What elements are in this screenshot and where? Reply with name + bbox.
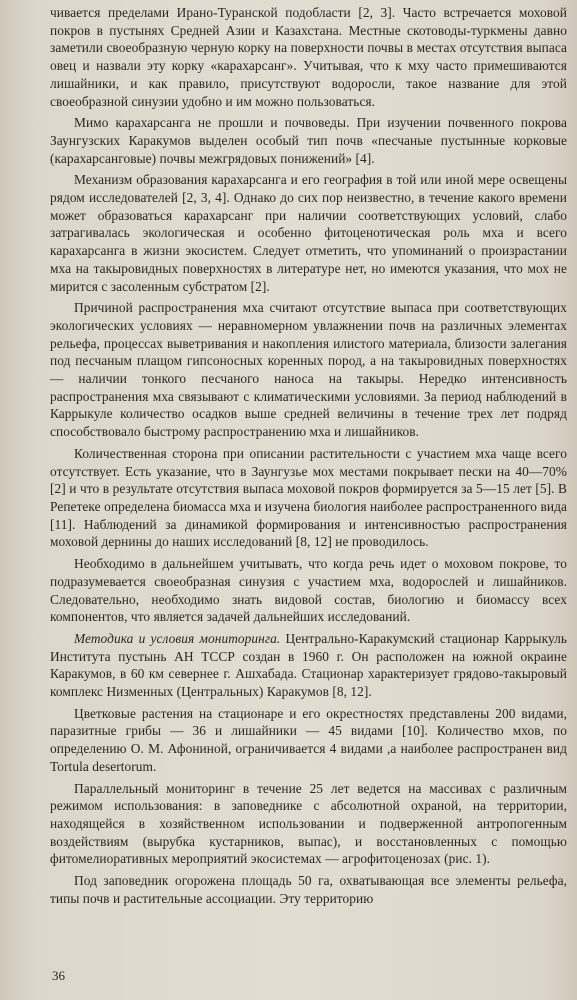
paragraph-7-text: Центрально-Каракумский стационар Каррыкуль Института пустынь АН ТССР создан в 1960 г. Он расположен на южной окраине Каракумов, в 60 км севернее г. Ашхабада. Стационар характеризует грядово-такыровый комплекс Низменных (Центральных) Каракумов [8, 12]. bbox=[50, 630, 567, 700]
paragraph-8: Цветковые растения на стационаре и его окрестностях представлены 200 видами, паразитные грибы — 36 и лишайники — 45 видами [10]. Количество мхов, по определению О. М. Афониной, ограничивается 4 видами ,а наиболее распространен вид Tortula desertorum. bbox=[50, 705, 567, 774]
body-text bbox=[50, 4, 567, 907]
paragraph-9: Параллельный мониторинг в течение 25 лет ведется на массивах с различным режимом использования: в заповеднике с абсолютной охраной, на территории, находящейся в хозяйственном использовании и подверженной антропогенным воздействиям (вырубка кустарников, выпас), и восстановленных с помощью фитомелиоративных мероприятий экосистемах — агрофитоценозах (рис. 1). bbox=[50, 780, 567, 867]
paragraph-5: Количественная сторона при описании растительности с участием мха чаще всего отсутствует. Есть указание, что в Заунгузье мох местами покрывает пески на 40—70% [2] и что в результате отсутствия выпаса моховой покров формируется за 5—15 лет [5]. В Репетеке определена биомасса мха и изучена биология наиболее распространенного вида [11]. Наблюдений за динамикой формирования и интенсивностью распространения моховой дернины до наших исследований [8, 12] не проводилось. bbox=[50, 445, 567, 550]
section-heading: Методика и условия мониторинга. bbox=[74, 630, 281, 646]
paragraph-1: чивается пределами Ирано-Туранской подобласти [2, 3]. Часто встречается моховой покров в пустынях Средней Азии и Казахстана. Местные скотоводы-туркмены давно заметили своеобразную черную корку на поверхности почвы в местах отсутствия выпаса овец и назвали эту корку «карахарсанг». Учитывая, что к мху часто примешиваются лишайники, и как правило, присутствуют водоросли, такое название для этой своеобразной синузии удобно и им можно пользоваться. bbox=[50, 5, 567, 109]
paragraph-7 bbox=[50, 630, 567, 701]
paragraph-10: Под заповедник огорожена площадь 50 га, охватывающая все элементы рельефа, типы почв и растительные ассоциации. Эту территорию bbox=[50, 873, 567, 906]
paragraph-3: Механизм образования карахарсанга и его география в той или иной мере освещены рядом исследователей [2, 3, 4]. Однако до сих пор неизвестно, в течение какого времени может образоваться карахарсанг при наличии соответствующих условий, слабо затрагивалась экологическая и особенно фитоценотическая роль мха и всего карахарсанга в жизни экосистем. Следует отметить, что упоминаний о произрастании мха на такыровидных поверхностях в литературе нет, но имеются указания, что мох не мирится с засоленным субстратом [2]. bbox=[50, 172, 567, 294]
page-number: 36 bbox=[52, 968, 65, 983]
paragraph-4: Причиной распространения мха считают отсутствие выпаса при соответствующих экологических условиях — неравномерном увлажнении почв на различных элементах рельефа, процессах выветривания и накопления илистого материала, близости залегания под песчаным плащом гипсоносных коренных пород, а на такыровидных поверхностях — наличии тонкого песчаного наноса на такыры. Нередко интенсивность распространения мха связывают с климатическими условиями. За период наблюдений в Каррыкуле количество осадков выше средней величины в течение трех лет подряд способствовало быстрому распространению мха и лишайников. bbox=[50, 300, 567, 440]
paragraph-2: Мимо карахарсанга не прошли и почвоведы. При изучении почвенного покрова Заунгузских Каракумов выделен особый тип почв «песчаные пустынные корковые (карахарсанговые) почвы межгрядовых понижений» [4]. bbox=[50, 115, 567, 166]
paragraph-6: Необходимо в дальнейшем учитывать, что когда речь идет о моховом покрове, то подразумевается своеобразная синузия с участием мха, водорослей и лишайников. Следовательно, необходимо знать видовой состав, биологию и биомассу всех компонентов, что является задачей дальнейших исследований. bbox=[50, 556, 567, 625]
